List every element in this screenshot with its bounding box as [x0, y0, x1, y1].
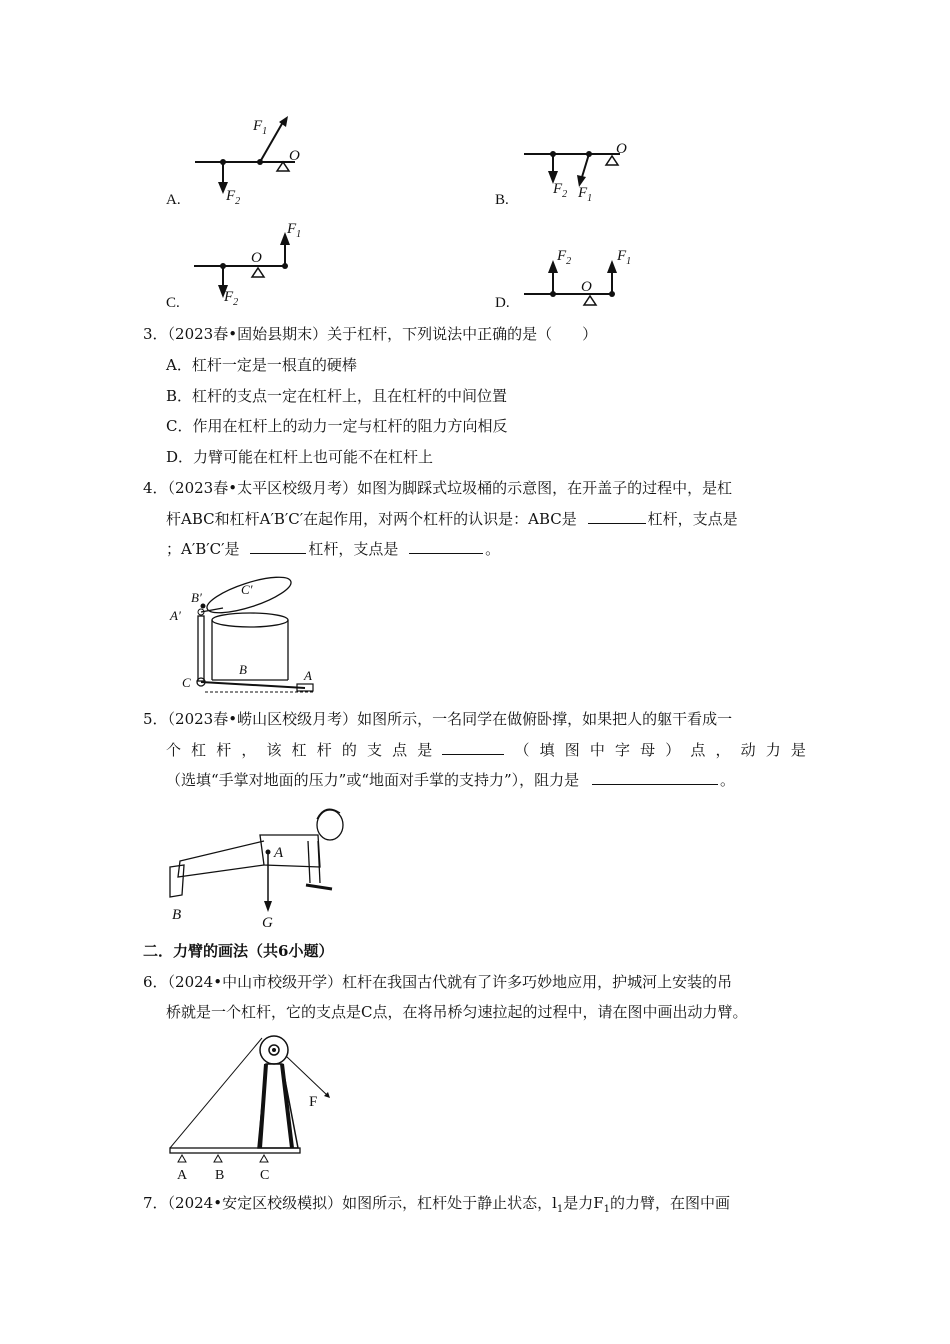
f1-label: $F_1$ [578, 185, 593, 204]
q3-option-d: D．力臂可能在杠杆上也可能不在杠杆上 [166, 448, 434, 466]
q5-char: ） [665, 741, 681, 759]
q7-sub: 1 [603, 1204, 611, 1215]
c-prime-label: C′ [241, 582, 253, 597]
q5-blank-1[interactable] [442, 740, 504, 755]
o-label: O [616, 141, 627, 157]
a-prime-label: A′ [170, 608, 181, 623]
q4-trash-can-figure [165, 568, 325, 703]
f1-label: $F_1$ [617, 248, 632, 267]
f2-label: $F_2$ [553, 181, 568, 200]
diagram-d [520, 240, 645, 310]
b-label: B [239, 662, 247, 677]
f1-label: $F_1$ [287, 221, 302, 240]
q5-char: ， [241, 741, 257, 759]
q5-char: 杆 [216, 741, 232, 759]
option-d-label: D. [495, 295, 510, 311]
q2-diagrams [0, 0, 950, 320]
option-c-label: C. [166, 295, 180, 311]
q5-char: ， [715, 741, 731, 759]
q4-line-1: 4．（2023春•太平区校级月考）如图为脚踩式垃圾桶的示意图，在开盖子的过程中，是杠 [143, 479, 733, 497]
option-a-label: A. [166, 192, 181, 208]
c-label: C [260, 1168, 270, 1183]
q7-text: 7．（2024•安定区校级模拟）如图所示，杠杆处于静止状态，l [143, 1194, 557, 1212]
f-label: F [309, 1094, 318, 1110]
q6-line-1: 6．（2024•中山市校级开学）杠杆在我国古代就有了许多巧妙地应用，护城河上安装的吊 [143, 973, 733, 991]
q5-blank-3[interactable] [592, 770, 718, 785]
diagram-b [520, 135, 640, 215]
q5-char: 杠 [291, 741, 307, 759]
q5-char: 是 [790, 741, 806, 759]
b-label: B [172, 907, 182, 923]
q3-option-b: B．杠杆的支点一定在杠杆上，且在杠杆的中间位置 [166, 387, 508, 405]
q4-blank-4[interactable] [409, 539, 483, 554]
q5-char: 是 [417, 741, 433, 759]
q4-text: 。 [485, 540, 501, 558]
q5-pushup-figure [160, 795, 360, 930]
a-label: A [304, 668, 312, 683]
f1-label: $F_1$ [253, 118, 268, 137]
section-2-heading: 二．力臂的画法（共6小题） [143, 942, 334, 960]
a-label: A [177, 1168, 188, 1183]
q5-char: （ [514, 741, 530, 759]
q5-char: 支 [367, 741, 383, 759]
diagram-c [190, 215, 320, 310]
o-label: O [251, 250, 262, 266]
q7-text: 是力F [563, 1194, 604, 1212]
q4-line-2 [166, 509, 738, 529]
q7-sub: 1 [556, 1204, 564, 1215]
f2-label: $F_2$ [226, 188, 241, 207]
b-prime-label: B′ [191, 590, 202, 605]
q7-line-1 [143, 1193, 730, 1220]
o-label: O [581, 279, 592, 295]
q5-line-1: 5．（2023春•崂山区校级月考）如图所示，一名同学在做俯卧撑，如果把人的躯干看成一 [143, 710, 733, 728]
q5-text: （选填“手掌对地面的压力”或“地面对手掌的支持力”），阻力是 [166, 771, 580, 789]
q5-char: 填 [539, 741, 555, 759]
q6-line-2: 桥就是一个杠杆，它的支点是C点，在将吊桥匀速拉起的过程中，请在图中画出动力臂。 [166, 1003, 748, 1021]
q3-stem: 3．（2023春•固始县期末）关于杠杆，下列说法中正确的是（ ） [143, 325, 598, 343]
q4-blank-3[interactable] [250, 539, 306, 554]
q5-char: 点 [690, 741, 706, 759]
q5-char: 该 [266, 741, 282, 759]
g-label: G [262, 915, 273, 930]
q5-char: 的 [341, 741, 357, 759]
q5-char: 动 [740, 741, 756, 759]
c-label: C [182, 675, 191, 690]
q3-option-c: C．作用在杠杆上的动力一定与杠杆的阻力方向相反 [166, 417, 508, 435]
q5-char: 图 [564, 741, 580, 759]
q3-option-a: A．杠杆一定是一根直的硬棒 [166, 356, 357, 374]
a-label: A [274, 845, 284, 861]
diagram-a [190, 108, 320, 208]
q5-line-3 [166, 770, 735, 790]
q5-char: 杠 [191, 741, 207, 759]
q5-text: 。 [719, 771, 735, 789]
q4-text: 杠杆，支点是 [308, 540, 399, 558]
option-b-label: B. [495, 192, 509, 208]
q5-char: 中 [589, 741, 605, 759]
q4-text: 杆ABC和杠杆A′B′C′在起作用，对两个杠杆的认识是：ABC是 [166, 510, 577, 528]
q5-char: 杆 [316, 741, 332, 759]
q5-char: 个 [166, 741, 182, 759]
q5-char: 母 [640, 741, 656, 759]
q7-text: 的力臂，在图中画 [610, 1194, 731, 1212]
q4-line-3 [166, 539, 500, 559]
q5-line-2 [166, 740, 806, 760]
q4-blank-1[interactable] [588, 509, 646, 524]
q6-drawbridge-figure [160, 1028, 350, 1188]
q5-char: 点 [392, 741, 408, 759]
q5-char: 字 [614, 741, 630, 759]
b-label: B [215, 1168, 225, 1183]
q4-text: ；A′B′C′是 [166, 540, 240, 558]
f2-label: $F_2$ [224, 289, 239, 308]
q4-text: 杠杆，支点是 [647, 510, 738, 528]
o-label: O [289, 148, 300, 164]
q5-char: 力 [765, 741, 781, 759]
f2-label: $F_2$ [557, 248, 572, 267]
